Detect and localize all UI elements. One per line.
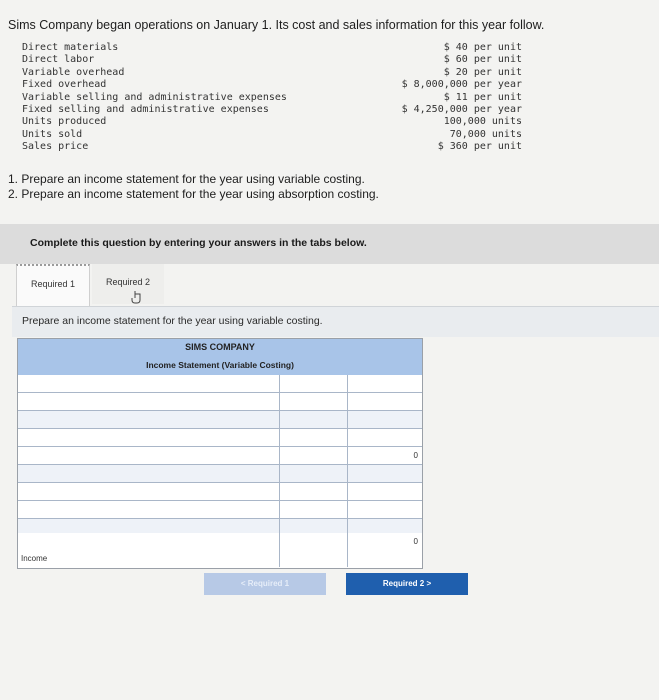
income-label: Income [18,550,280,567]
amount-cell[interactable] [280,465,348,482]
amount-cell[interactable] [280,483,348,500]
table-row [18,550,422,567]
label-cell[interactable] [18,429,280,446]
label-cell[interactable] [18,533,280,550]
table-row [18,465,422,483]
amount-cell[interactable] [280,375,348,392]
fact-label: Units sold [22,128,83,140]
question-2: 2. Prepare an income statement for the year using absorption costing. [8,187,379,201]
fact-label: Fixed overhead [22,79,107,91]
question-list [8,172,379,202]
company-name: SIMS COMPANY [185,342,255,352]
amount-cell[interactable] [280,550,348,567]
fact-row [22,92,522,104]
label-cell[interactable] [18,465,280,482]
table-row [18,533,422,551]
amount-cell[interactable] [280,411,348,428]
subtotal-value: 0 [348,533,422,550]
total-cell[interactable] [348,375,422,392]
tab-required-2[interactable]: Required 2 [92,264,164,304]
subtotal-value: 0 [348,447,422,464]
total-cell[interactable] [348,501,422,518]
label-cell[interactable] [18,483,280,500]
fact-row [22,67,522,79]
label-cell[interactable] [18,501,280,518]
prev-required-button[interactable]: < Required 1 [204,573,326,595]
label-cell[interactable] [18,411,280,428]
statement-header [18,339,422,377]
total-cell[interactable] [348,483,422,500]
instruction-panel [12,306,659,337]
fact-row [22,42,522,54]
fact-value: 70,000 units [449,128,522,140]
table-row [18,483,422,501]
cost-facts [22,42,522,154]
fact-row [22,79,522,91]
table-row [18,447,422,465]
banner-text: Complete this question by entering your answers in the tabs below. [30,237,367,249]
fact-label: Direct materials [22,42,119,53]
amount-cell[interactable] [280,393,348,410]
table-row [18,501,422,519]
table-row [18,411,422,429]
tab-required-1[interactable]: Required 1 [16,264,90,306]
amount-cell[interactable] [280,501,348,518]
fact-row [22,141,522,153]
label-cell[interactable] [18,447,280,464]
label-cell[interactable] [18,393,280,410]
fact-row [22,54,522,66]
fact-value: $ 11 per unit [443,91,522,103]
fact-value: $ 40 per unit [443,42,522,53]
fact-row [22,129,522,141]
table-row [18,429,422,447]
fact-value: $ 4,250,000 per year [401,103,522,115]
fact-value: 100,000 units [443,116,522,128]
fact-value: $ 60 per unit [443,54,522,66]
fact-row [22,104,522,116]
amount-cell[interactable] [280,533,348,550]
fact-label: Sales price [22,141,89,153]
income-total-cell[interactable] [348,550,422,567]
total-cell[interactable] [348,429,422,446]
total-cell[interactable] [348,411,422,428]
fact-label: Units produced [22,116,107,128]
table-row [18,393,422,411]
fact-value: $ 20 per unit [443,66,522,78]
next-required-button[interactable]: Required 2 > [346,573,468,595]
fact-value: $ 8,000,000 per year [401,79,522,91]
total-cell[interactable] [348,393,422,410]
fact-label: Variable selling and administrative expenses [22,91,287,103]
problem-intro: Sims Company began operations on January 1. Its cost and sales information for this year follow. [8,18,545,32]
amount-cell[interactable] [280,447,348,464]
fact-label: Variable overhead [22,66,125,78]
fact-label: Fixed selling and administrative expenses [22,103,269,115]
fact-label: Direct labor [22,54,95,66]
income-statement-table [17,338,423,569]
table-row [18,375,422,393]
statement-title: Income Statement (Variable Costing) [146,360,294,370]
fact-value: $ 360 per unit [437,141,522,153]
hand-pointer-icon [130,290,144,304]
fact-row [22,116,522,128]
question-1: 1. Prepare an income statement for the year using variable costing. [8,172,365,186]
panel-text: Prepare an income statement for the year using variable costing. [22,315,323,327]
instruction-banner [0,224,659,264]
total-cell[interactable] [348,465,422,482]
amount-cell[interactable] [280,429,348,446]
label-cell[interactable] [18,375,280,392]
